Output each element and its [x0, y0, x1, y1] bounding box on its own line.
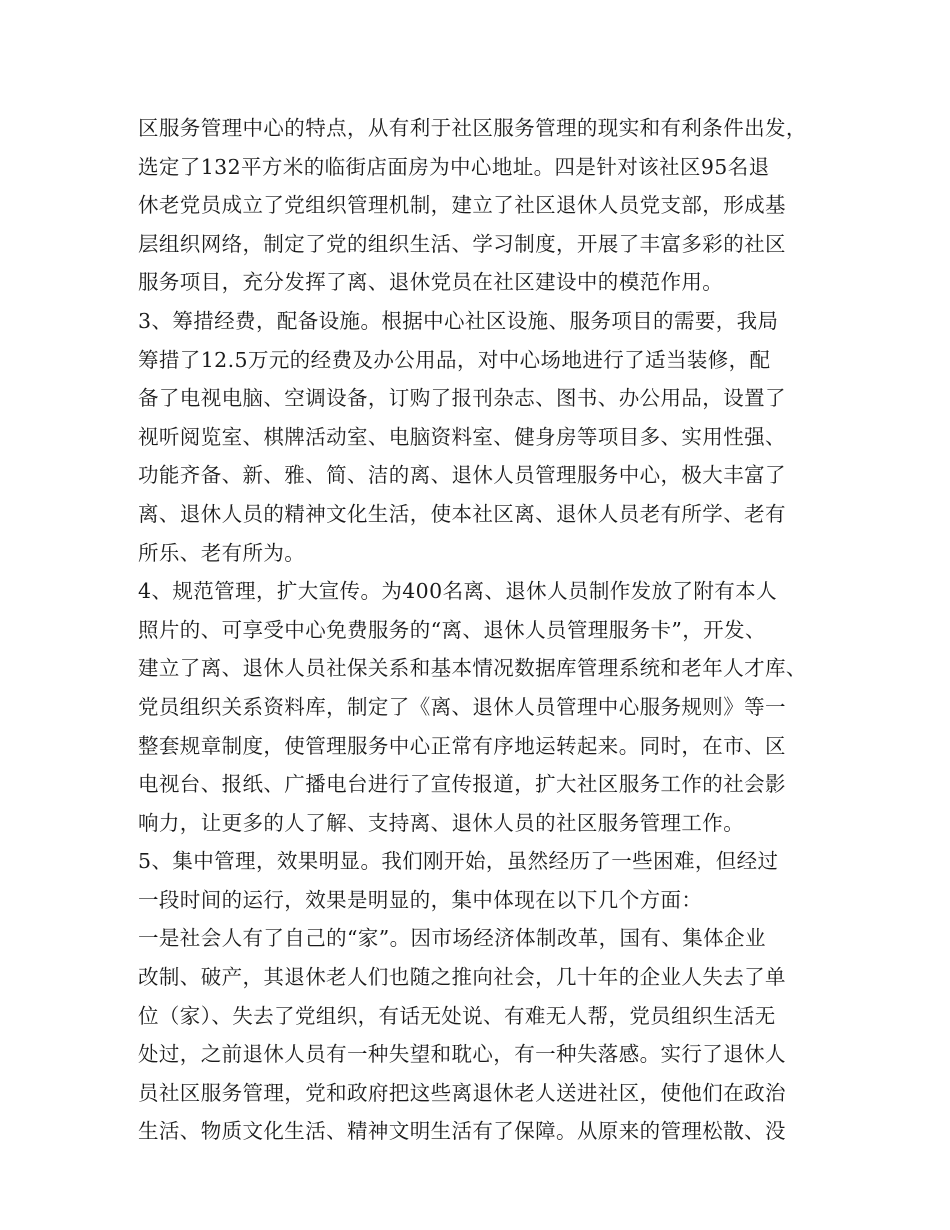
text-line: 建立了离、退休人员社保关系和基本情况数据库管理系统和老年人才库、: [138, 656, 807, 681]
text-line: 视听阅览室、棋牌活动室、电脑资料室、健身房等项目多、实用性强、: [138, 424, 786, 449]
text-line: 整套规章制度，使管理服务中心正常有序地运转起来。同时，在市、区: [138, 733, 786, 758]
text-line: 一是社会人有了自己的“家”。因市场经济体制改革，国有、集体企业: [138, 926, 766, 951]
text-line: 一段时间的运行，效果是明显的，集中体现在以下几个方面：: [138, 887, 703, 912]
text-line: 员社区服务管理，党和政府把这些离退休老人送进社区，使他们在政治: [138, 1080, 786, 1105]
body-text: [138, 109, 838, 1151]
text-line: 照片的、可享受中心免费服务的“离、退休人员管理服务卡”，开发、: [138, 617, 766, 642]
text-line: 处过，之前退休人员有一种失望和耽心，有一种失落感。实行了退休人: [138, 1042, 786, 1067]
text-line: 选定了132平方米的临街店面房为中心地址。四是针对该社区95名退: [138, 154, 770, 179]
text-line: 位（家）、失去了党组织，有话无处说、有难无人帮，党员组织生活无: [138, 1003, 776, 1028]
text-line: 3、筹措经费，配备设施。根据中心社区设施、服务项目的需要，我局: [138, 308, 779, 333]
text-line: 党员组织关系资料库，制定了《离、退休人员管理中心服务规则》等一: [138, 694, 786, 719]
text-line: 服务项目，充分发挥了离、退休党员在社区建设中的模范作用。: [138, 270, 724, 295]
text-line: 层组织网络，制定了党的组织生活、学习制度，开展了丰富多彩的社区: [138, 231, 786, 256]
text-line: 5、集中管理，效果明显。我们刚开始，虽然经历了一些困难，但经过: [138, 849, 779, 874]
text-line: 改制、破产，其退休老人们也随之推向社会，几十年的企业人失去了单: [138, 965, 786, 990]
text-line: 休老党员成立了党组织管理机制，建立了社区退休人员党支部，形成基: [138, 193, 786, 218]
text-line: 所乐、老有所为。: [138, 540, 306, 565]
text-line: 生活、物质文化生活、精神文明生活有了保障。从原来的管理松散、没: [138, 1119, 786, 1144]
text-line: 响力，让更多的人了解、支持离、退休人员的社区服务管理工作。: [138, 810, 745, 835]
text-line: 离、退休人员的精神文化生活，使本社区离、退休人员老有所学、老有: [138, 501, 786, 526]
text-line: 功能齐备、新、雅、简、洁的离、退休人员管理服务中心，极大丰富了: [138, 463, 786, 488]
text-line: 备了电视电脑、空调设备，订购了报刊杂志、图书、办公用品，设置了: [138, 386, 786, 411]
text-line: 区服务管理中心的特点，从有利于社区服务管理的现实和有利条件出发，: [138, 116, 807, 140]
text-line: 电视台、报纸、广播电台进行了宣传报道，扩大社区服务工作的社会影: [138, 772, 786, 797]
text-line: 4、规范管理，扩大宣传。为400名离、退休人员制作发放了附有本人: [138, 579, 777, 604]
text-line: 筹措了12.5万元的经费及办公用品，对中心场地进行了适当装修，配: [138, 347, 771, 372]
